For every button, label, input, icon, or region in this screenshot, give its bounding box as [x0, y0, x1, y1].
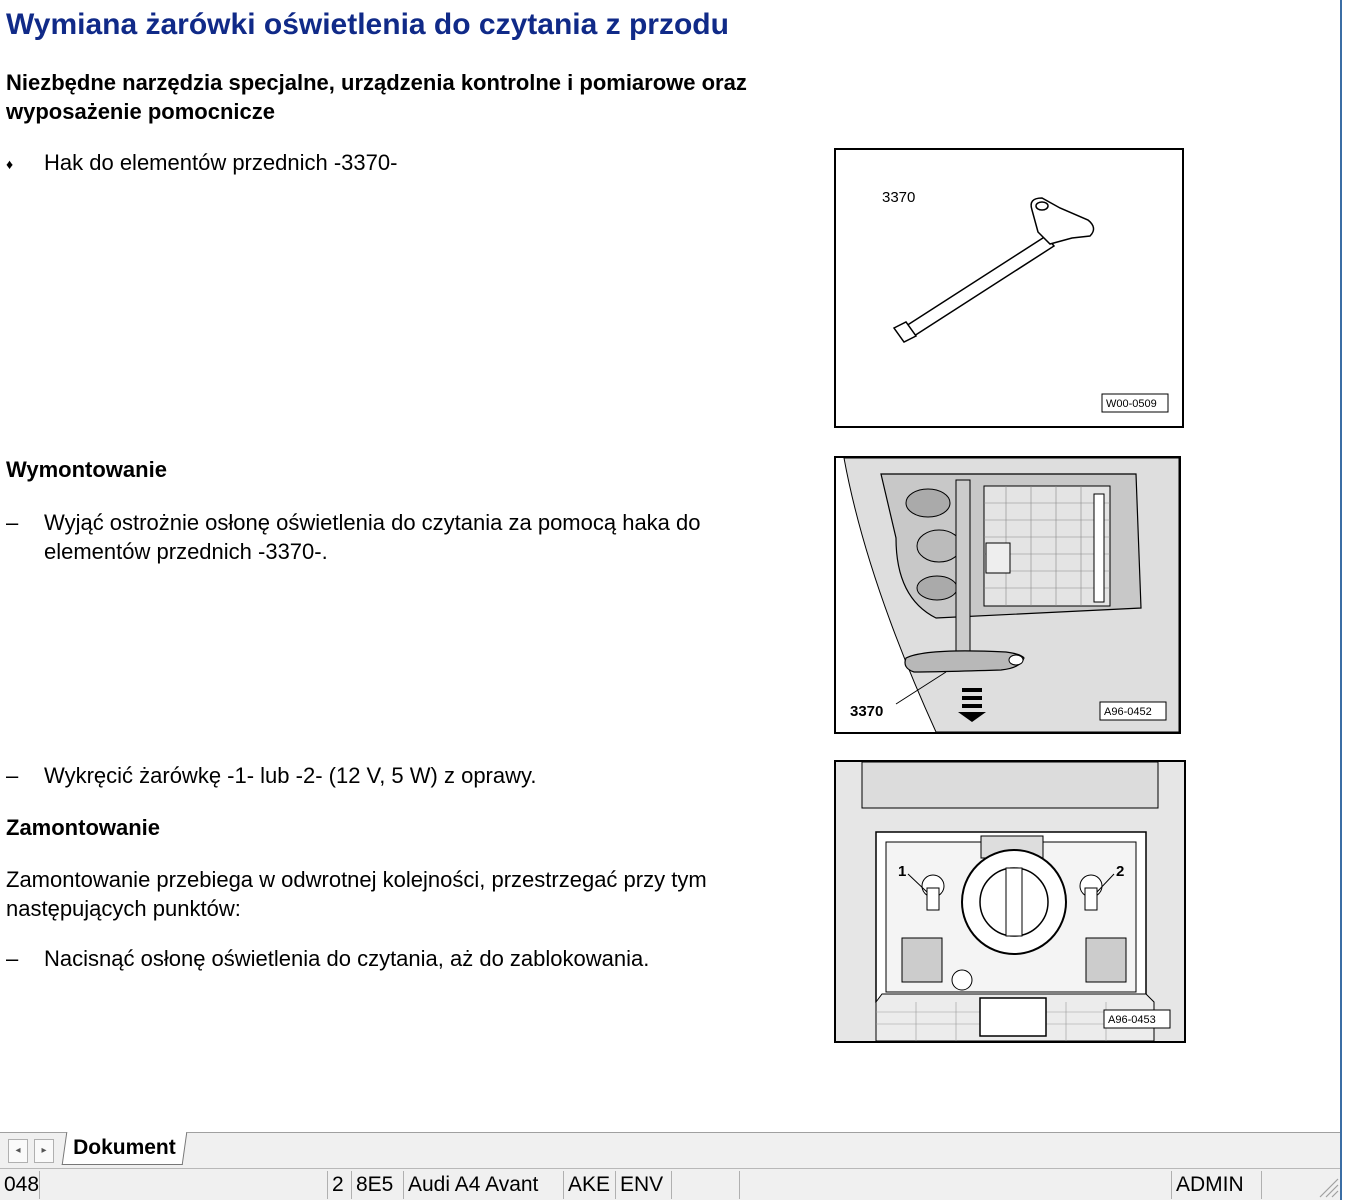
figure-code-a96-0452: A96-0452: [1104, 706, 1152, 718]
figure-label-3370-b: 3370: [850, 703, 884, 720]
tab-dokument[interactable]: [62, 1132, 187, 1165]
status-empty-cell: [40, 1171, 328, 1199]
status-empty-cell: [672, 1171, 740, 1199]
tools-heading: Niezbędne narzędzia specjalne, urządzenia kontrolne i pomiarowe oraz wyposażenie pomocnicze: [6, 70, 747, 124]
figure-label-3370: 3370: [882, 189, 916, 206]
tab-scroll-left-button[interactable]: ◂: [8, 1139, 28, 1163]
page-title: Wymiana żarówki oświetlenia do czytania z przodu: [6, 8, 729, 41]
dash-marker: –: [6, 946, 19, 971]
status-cell-env: ENV: [616, 1171, 672, 1199]
status-cell-model: Audi A4 Avant: [404, 1171, 564, 1199]
status-user: ADMIN: [1172, 1171, 1262, 1199]
tools-item-text: Hak do elementów przednich -3370-: [44, 150, 398, 175]
figure-code-a96-0453: A96-0453: [1108, 1014, 1156, 1026]
removal-step-2-text: Wykręcić żarówkę -1- lub -2- (12 V, 5 W) z oprawy.: [44, 763, 537, 788]
status-cell-number: 2: [328, 1171, 352, 1199]
dash-marker: –: [6, 763, 19, 788]
figure-bulb-positions: [834, 760, 1186, 1043]
dash-marker: –: [6, 510, 19, 535]
install-step-1-text: Nacisnąć osłonę oświetlenia do czytania, aż do zablokowania.: [44, 946, 650, 971]
removal-step-1: [6, 508, 806, 566]
window-border: [1340, 0, 1353, 1200]
figure-label-1: 1: [898, 863, 907, 880]
figure-label-2: 2: [1116, 863, 1125, 880]
tab-scroll-right-button[interactable]: ▸: [34, 1139, 54, 1163]
sheet-tab-bar: [0, 1132, 1340, 1168]
removal-step-1-text: Wyjąć ostrożnie osłonę oświetlenia do czytania za pomocą haka do elementów przednich -3370-.: [44, 510, 701, 564]
tab-dokument-label: Dokument: [73, 1136, 176, 1159]
status-empty-cell: [740, 1171, 1172, 1199]
status-bar: [0, 1168, 1340, 1200]
status-cell-engine: AKE: [564, 1171, 616, 1199]
figure-code-w00-0509: W00-0509: [1106, 398, 1157, 410]
status-page-number: 048: [0, 1171, 40, 1199]
bullet-icon: ♦: [6, 156, 14, 172]
figure-hook-tool: [834, 148, 1184, 428]
install-text: Zamontowanie przebiega w odwrotnej kolejności, przestrzegać przy tym następujących punktów:: [6, 867, 707, 921]
status-cell-code: 8E5: [352, 1171, 404, 1199]
removal-heading: Wymontowanie: [6, 457, 167, 482]
install-heading: Zamontowanie: [6, 815, 161, 840]
figure-remove-cover: [834, 456, 1181, 734]
resize-grip-icon[interactable]: [1312, 1171, 1340, 1199]
install-step-1: [6, 944, 806, 973]
tools-list-item: [6, 148, 806, 177]
removal-step-2: [6, 761, 806, 790]
